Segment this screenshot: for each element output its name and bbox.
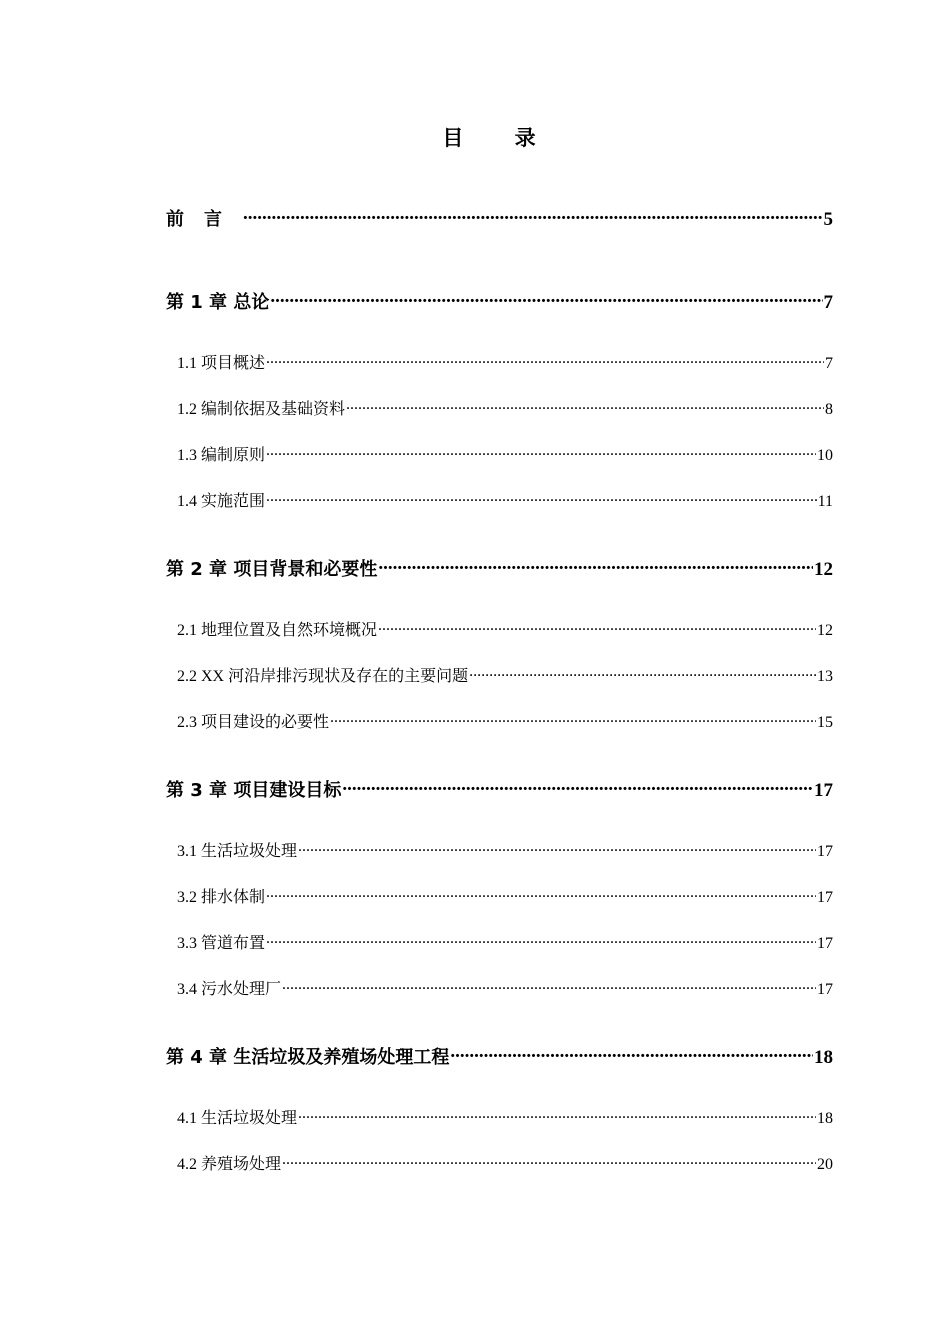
toc-leader-dots	[330, 711, 816, 727]
toc-entry-section-3-4[interactable]	[177, 976, 833, 999]
toc-entry-label: 3.1 生活垃圾处理	[177, 843, 298, 860]
toc-leader-dots	[282, 1153, 816, 1169]
toc-leader-dots	[270, 289, 822, 308]
toc-entry-label: 3.2 排水体制	[177, 889, 266, 906]
toc-entry-page: 11	[817, 493, 833, 510]
toc-entry-page: 17	[817, 981, 833, 998]
toc-entry-label: 1.2 编制依据及基础资料	[177, 401, 346, 418]
toc-leader-dots	[378, 619, 816, 635]
toc-entry-section-2-1[interactable]	[177, 617, 833, 640]
toc-entry-label: 4.1 生活垃圾处理	[177, 1110, 298, 1127]
toc-title: 目 录	[442, 126, 558, 150]
toc-entry-label: 前言	[166, 209, 242, 230]
toc-entry-page: 17	[817, 889, 833, 906]
toc-leader-dots	[469, 665, 816, 681]
toc-leader-dots	[346, 398, 824, 414]
toc-leader-dots	[243, 206, 823, 225]
toc-entry-label: 2.1 地理位置及自然环境概况	[177, 622, 378, 639]
toc-leader-dots	[342, 777, 813, 796]
toc-entry-section-2-3[interactable]	[177, 709, 833, 732]
toc-entry-page: 20	[817, 1156, 833, 1173]
toc-leader-dots	[378, 556, 813, 575]
toc-entry-section-3-1[interactable]	[177, 838, 833, 861]
toc-entry-page: 15	[817, 714, 833, 731]
toc-entry-chapter-4[interactable]	[166, 1043, 833, 1069]
toc-entry-label: 4.2 养殖场处理	[177, 1156, 282, 1173]
toc-entry-label: 第 4 章 生活垃圾及养殖场处理工程	[166, 1047, 450, 1068]
toc-leader-dots	[266, 444, 816, 460]
toc-entry-page: 12	[817, 622, 833, 639]
toc-leader-dots	[298, 1107, 816, 1123]
toc-entry-page: 13	[817, 668, 833, 685]
toc-entry-label: 第 3 章 项目建设目标	[166, 780, 342, 801]
toc-entry-section-1-4[interactable]	[177, 488, 833, 511]
toc-leader-dots	[450, 1044, 813, 1063]
toc-entry-label: 第 2 章 项目背景和必要性	[166, 559, 378, 580]
toc-entry-label: 1.1 项目概述	[177, 355, 266, 372]
toc-entry-page: 7	[823, 292, 833, 313]
toc-entry-section-1-1[interactable]	[177, 350, 833, 373]
toc-entry-page: 17	[814, 780, 833, 801]
toc-entry-page: 17	[817, 935, 833, 952]
toc-entry-chapter-3[interactable]	[166, 776, 833, 802]
toc-leader-dots	[282, 978, 816, 994]
toc-entry-page: 8	[825, 401, 833, 418]
toc-entry-label: 3.4 污水处理厂	[177, 981, 282, 998]
toc-entry-section-4-2[interactable]	[177, 1151, 833, 1174]
toc-entry-label: 2.2 XX 河沿岸排污现状及存在的主要问题	[177, 668, 469, 685]
toc-entry-page: 7	[825, 355, 833, 372]
toc-leader-dots	[298, 840, 816, 856]
toc-entry-label: 3.3 管道布置	[177, 935, 266, 952]
toc-entry-page: 10	[817, 447, 833, 464]
toc-entry-section-2-2[interactable]	[177, 663, 833, 686]
toc-entry-label: 1.4 实施范围	[177, 493, 266, 510]
toc-entry-preface[interactable]	[166, 205, 833, 231]
toc-entry-section-3-2[interactable]	[177, 884, 833, 907]
toc-entry-page: 17	[817, 843, 833, 860]
toc-entry-section-1-2[interactable]	[177, 396, 833, 419]
toc-entry-page: 18	[817, 1110, 833, 1127]
toc-entry-page: 12	[814, 559, 833, 580]
toc-entry-section-1-3[interactable]	[177, 442, 833, 465]
toc-entry-chapter-1[interactable]	[166, 288, 833, 314]
toc-entry-page: 5	[823, 209, 833, 230]
toc-leader-dots	[266, 886, 816, 902]
toc-leader-dots	[266, 490, 817, 506]
toc-leader-dots	[266, 932, 816, 948]
toc-entry-label: 1.3 编制原则	[177, 447, 266, 464]
toc-entry-section-3-3[interactable]	[177, 930, 833, 953]
toc-entry-page: 18	[814, 1047, 833, 1068]
toc-entry-section-4-1[interactable]	[177, 1105, 833, 1128]
toc-entry-label: 第 1 章 总论	[166, 292, 270, 313]
toc-leader-dots	[266, 352, 824, 368]
toc-entry-label: 2.3 项目建设的必要性	[177, 714, 330, 731]
toc-entry-chapter-2[interactable]	[166, 555, 833, 581]
